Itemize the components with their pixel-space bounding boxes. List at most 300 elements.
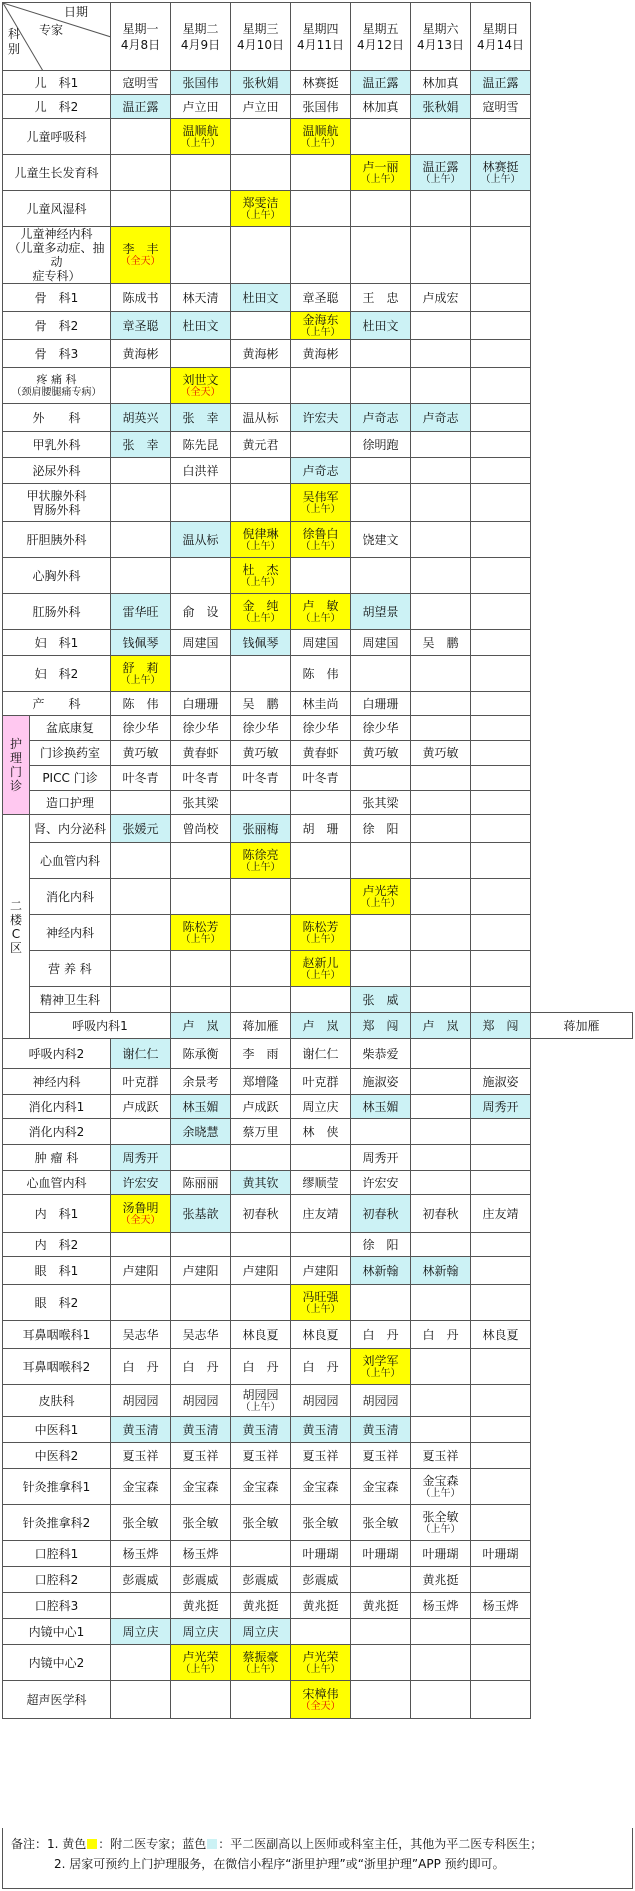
doctor-cell — [351, 1171, 411, 1195]
doctor-name: 黄春虾 — [182, 746, 219, 760]
doctor-name: 谢仁仁 — [122, 1046, 159, 1061]
dept-name-line: 骨 科3 — [34, 346, 79, 361]
doctor-name: 金宝森 — [362, 1479, 399, 1494]
morning-tag: （上午） — [240, 576, 281, 588]
doctor-name: 林新翰 — [362, 1263, 399, 1278]
date-label: 4月10日 — [237, 37, 284, 52]
doctor-name: 杨玉烨 — [482, 1598, 519, 1613]
dept-name-line: 内 科2 — [34, 1237, 79, 1252]
doctor-name: 许宏夫 — [302, 410, 339, 425]
doctor-cell — [231, 791, 291, 815]
doctor-cell — [171, 1145, 231, 1171]
doctor-cell — [231, 1349, 291, 1385]
doctor-name: 张全敏 — [242, 1515, 279, 1530]
doctor-name: 林天清 — [182, 290, 219, 305]
doctor-cell — [471, 71, 531, 95]
doctor-cell — [411, 1013, 471, 1039]
doctor-cell — [231, 1195, 291, 1233]
doctor-cell — [291, 1645, 351, 1681]
doctor-cell — [171, 815, 231, 843]
doctor-name: 吴 鹏 — [422, 635, 459, 650]
doctor-cell — [411, 843, 471, 879]
doctor-cell — [411, 1619, 471, 1645]
doctor-name: 黄巧敏 — [122, 746, 159, 760]
doctor-cell — [231, 522, 291, 558]
doctor-name: 叶克群 — [302, 1074, 339, 1089]
doctor-cell — [471, 815, 531, 843]
dept-name — [3, 340, 111, 368]
doctor-cell — [351, 1285, 411, 1321]
doctor-name: 吴志华 — [182, 1327, 219, 1342]
dept-name-line: 呼吸内科2 — [28, 1046, 85, 1061]
doctor-cell — [291, 1285, 351, 1321]
doctor-cell — [351, 1469, 411, 1505]
doctor-cell — [471, 987, 531, 1013]
doctor-cell — [171, 1681, 231, 1719]
doctor-cell — [411, 1567, 471, 1593]
doctor-cell — [111, 1645, 171, 1681]
doctor-cell — [351, 1195, 411, 1233]
dept-name-line: 门诊换药室 — [39, 746, 100, 760]
group-label-hull: 护 理 门 诊 — [3, 716, 30, 815]
doctor-cell — [471, 1285, 531, 1321]
schedule-row — [3, 741, 633, 766]
header-day-6 — [411, 3, 471, 71]
doctor-cell — [291, 312, 351, 340]
doctor-cell — [411, 1285, 471, 1321]
dept-name — [3, 1349, 111, 1385]
doctor-cell — [411, 340, 471, 368]
doctor-cell — [291, 284, 351, 312]
doctor-cell — [291, 656, 351, 692]
doctor-cell — [231, 1257, 291, 1285]
doctor-name: 卢光荣 — [182, 1649, 219, 1664]
schedule-row — [3, 1095, 633, 1119]
doctor-cell — [231, 119, 291, 155]
doctor-cell — [351, 1095, 411, 1119]
doctor-cell — [411, 432, 471, 458]
dept-name — [3, 1145, 111, 1171]
doctor-cell — [111, 1119, 171, 1145]
schedule-row — [3, 95, 633, 119]
doctor-cell — [351, 1385, 411, 1417]
doctor-cell — [411, 716, 471, 741]
doctor-cell — [231, 432, 291, 458]
dept-name — [30, 987, 111, 1013]
dept-name — [3, 404, 111, 432]
dept-name-line: 儿 科1 — [34, 75, 79, 90]
date-label: 4月12日 — [357, 37, 404, 52]
dept-name-line: 骨 科2 — [34, 318, 79, 333]
doctor-cell — [411, 1321, 471, 1349]
doctor-name: 林新翰 — [422, 1263, 459, 1278]
doctor-name: 吴志华 — [122, 1327, 159, 1342]
doctor-cell — [351, 951, 411, 987]
doctor-cell — [231, 227, 291, 284]
doctor-cell — [291, 1505, 351, 1541]
doctor-cell — [291, 1541, 351, 1567]
doctor-cell — [351, 404, 411, 432]
doctor-cell — [471, 1233, 531, 1257]
doctor-cell — [291, 1233, 351, 1257]
doctor-cell — [291, 843, 351, 879]
doctor-name: 陈先昆 — [182, 437, 219, 452]
doctor-cell — [111, 1443, 171, 1469]
doctor-name: 王 忠 — [362, 290, 399, 305]
doctor-name: 彭震威 — [302, 1572, 339, 1587]
dept-name-line: （儿童多动症、抽动 — [8, 241, 105, 269]
schedule-row — [3, 766, 633, 791]
morning-tag: （上午） — [360, 897, 401, 909]
doctor-name: 张国伟 — [302, 99, 339, 114]
dept-name — [3, 1469, 111, 1505]
doctor-cell — [111, 227, 171, 284]
doctor-cell — [411, 1645, 471, 1681]
doctor-name: 金宝森 — [122, 1479, 159, 1494]
doctor-name: 卢建阳 — [182, 1263, 219, 1278]
schedule-row — [3, 1321, 633, 1349]
doctor-name: 白珊珊 — [362, 696, 399, 711]
dept-name-line: 儿童生长发育科 — [14, 165, 99, 180]
dept-name — [3, 1257, 111, 1285]
morning-tag: （上午） — [300, 540, 341, 552]
doctor-name: 杜田文 — [242, 290, 279, 305]
doctor-cell — [231, 1039, 291, 1069]
doctor-cell — [291, 1195, 351, 1233]
dept-name — [3, 227, 111, 284]
doctor-cell — [471, 484, 531, 522]
doctor-cell — [351, 1541, 411, 1567]
doctor-name: 黄巧敏 — [242, 746, 279, 760]
doctor-cell — [171, 1469, 231, 1505]
doctor-cell — [291, 741, 351, 766]
doctor-name: 黄巧敏 — [422, 746, 459, 760]
doctor-name: 黄兆挺 — [362, 1598, 399, 1613]
weekday-label: 星期二 — [182, 21, 219, 36]
doctor-cell — [411, 630, 471, 656]
doctor-cell — [111, 630, 171, 656]
doctor-cell — [111, 1285, 171, 1321]
dept-name-line: 儿童神经内科 — [20, 227, 93, 241]
dept-name-line: 消化内科2 — [28, 1124, 85, 1139]
doctor-name: 卢奇志 — [422, 410, 459, 425]
dept-name-line: 神经内科 — [32, 1074, 81, 1089]
doctor-name: 黄春虾 — [302, 746, 339, 760]
doctor-cell — [231, 1233, 291, 1257]
doctor-name: 叶珊瑚 — [362, 1546, 399, 1561]
morning-tag: （上午） — [300, 503, 341, 515]
doctor-cell — [411, 1469, 471, 1505]
doctor-cell — [411, 951, 471, 987]
schedule-row — [3, 879, 633, 915]
schedule-row — [3, 340, 633, 368]
doctor-cell — [411, 1593, 471, 1619]
doctor-cell — [291, 119, 351, 155]
doctor-name: 张全敏 — [362, 1515, 399, 1530]
doctor-cell — [171, 1645, 231, 1681]
doctor-cell — [111, 843, 171, 879]
doctor-cell — [231, 915, 291, 951]
doctor-name: 郑增隆 — [242, 1074, 279, 1089]
doctor-name: 初春秋 — [362, 1206, 399, 1221]
doctor-name: 杨玉烨 — [182, 1546, 219, 1561]
doctor-name: 卢立田 — [242, 99, 279, 114]
doctor-cell — [351, 1069, 411, 1095]
doctor-cell — [291, 71, 351, 95]
doctor-cell — [411, 558, 471, 594]
schedule-row — [3, 1171, 633, 1195]
doctor-cell — [111, 284, 171, 312]
date-label: 4月14日 — [477, 37, 524, 52]
dept-name — [3, 95, 111, 119]
dept-name-line: （颈肩腰腿痛专病） — [11, 386, 102, 398]
dept-name-line: 消化内科 — [45, 889, 94, 904]
doctor-cell — [231, 71, 291, 95]
doctor-cell — [231, 1013, 291, 1039]
dept-name-line: 口腔科1 — [34, 1546, 79, 1561]
doctor-cell — [171, 1593, 231, 1619]
dept-name-line: 甲状腺外科 — [26, 488, 87, 503]
doctor-name: 林良夏 — [482, 1327, 519, 1342]
doctor-cell — [291, 1385, 351, 1417]
doctor-name: 雷华旺 — [122, 604, 159, 619]
schedule-row — [3, 1567, 633, 1593]
dept-name — [3, 1619, 111, 1645]
schedule-row — [3, 368, 633, 404]
doctor-cell — [351, 843, 411, 879]
doctor-cell — [471, 1469, 531, 1505]
doctor-cell — [411, 522, 471, 558]
doctor-name: 温正露 — [122, 99, 159, 114]
doctor-cell — [291, 987, 351, 1013]
doctor-cell — [111, 404, 171, 432]
doctor-cell — [171, 1417, 231, 1443]
morning-tag: （上午） — [240, 1663, 281, 1675]
doctor-name: 寇明雪 — [122, 75, 159, 90]
doctor-name: 张 幸 — [122, 437, 159, 452]
doctor-cell — [471, 951, 531, 987]
doctor-cell — [231, 741, 291, 766]
dept-name — [3, 155, 111, 191]
dept-name — [3, 1321, 111, 1349]
schedule-row — [3, 191, 633, 227]
doctor-name: 赵新儿 — [302, 955, 339, 970]
doctor-cell — [411, 1681, 471, 1719]
schedule-row — [3, 522, 633, 558]
schedule-row — [3, 1039, 633, 1069]
doctor-cell — [411, 1349, 471, 1385]
doctor-cell — [111, 1257, 171, 1285]
doctor-name: 吴 鹏 — [242, 696, 279, 711]
doctor-name: 周立庆 — [302, 1099, 339, 1114]
doctor-cell — [171, 1321, 231, 1349]
notes-line-2: 2. 居家可预约上门护理服务，在微信小程序“浙里护理”或“浙里护理”APP 预约即可。 — [54, 1857, 505, 1871]
doctor-cell — [171, 1285, 231, 1321]
schedule-row — [3, 1069, 633, 1095]
header-day-4 — [291, 3, 351, 71]
doctor-cell — [171, 1171, 231, 1195]
dept-name — [3, 1385, 111, 1417]
dept-name-line: 神经内科 — [45, 925, 94, 940]
dept-name — [3, 284, 111, 312]
dept-name-line: 泌尿外科 — [32, 463, 81, 478]
doctor-cell — [471, 1069, 531, 1095]
doctor-name: 胡园园 — [302, 1393, 339, 1408]
schedule-row — [3, 1593, 633, 1619]
doctor-name: 钱佩琴 — [122, 635, 159, 650]
doctor-cell — [111, 951, 171, 987]
doctor-cell — [411, 791, 471, 815]
doctor-cell — [351, 1417, 411, 1443]
doctor-cell — [231, 312, 291, 340]
doctor-name: 徐少华 — [182, 721, 219, 735]
doctor-name: 张媛元 — [122, 821, 159, 836]
doctor-name: 周立庆 — [182, 1624, 219, 1639]
doctor-name: 黄玉清 — [302, 1422, 339, 1437]
dept-name-line: 胃肠外科 — [32, 502, 81, 517]
doctor-cell — [111, 1541, 171, 1567]
doctor-cell — [111, 1567, 171, 1593]
dept-name — [3, 1069, 111, 1095]
schedule-row — [3, 987, 633, 1013]
doctor-cell — [351, 312, 411, 340]
dept-name — [3, 1285, 111, 1321]
morning-tag: （上午） — [420, 173, 461, 185]
doctor-name: 温从标 — [182, 532, 219, 547]
doctor-cell — [411, 1417, 471, 1443]
doctor-cell — [471, 1417, 531, 1443]
dept-name-line: 针灸推拿科1 — [22, 1479, 91, 1494]
doctor-name: 庄友靖 — [482, 1206, 519, 1221]
morning-tag: （上午） — [180, 933, 221, 945]
doctor-cell — [171, 1013, 231, 1039]
doctor-cell — [231, 1469, 291, 1505]
doctor-cell — [111, 716, 171, 741]
doctor-cell — [351, 1349, 411, 1385]
dept-name-line: 内 科1 — [34, 1206, 79, 1221]
doctor-name: 胡英兴 — [122, 410, 159, 425]
schedule-row — [3, 1541, 633, 1567]
doctor-name: 卢成宏 — [422, 290, 459, 305]
doctor-name: 徐少华 — [122, 721, 159, 735]
doctor-name: 林加真 — [422, 75, 459, 90]
morning-tag: （上午） — [480, 173, 521, 185]
doctor-cell — [471, 1385, 531, 1417]
weekday-label: 星期四 — [302, 21, 339, 36]
doctor-cell — [171, 1505, 231, 1541]
doctor-cell — [291, 1119, 351, 1145]
dept-name-line: 内镜中心1 — [28, 1624, 85, 1639]
dept-name — [3, 368, 111, 404]
doctor-name: 夏玉祥 — [242, 1448, 279, 1463]
doctor-cell — [351, 791, 411, 815]
doctor-cell — [291, 340, 351, 368]
doctor-cell — [411, 656, 471, 692]
doctor-name: 胡园园 — [122, 1393, 159, 1408]
doctor-name: 卢成跃 — [122, 1099, 159, 1114]
doctor-cell — [471, 1119, 531, 1145]
notes-text: ：附二医专家；蓝色 — [98, 1837, 207, 1851]
date-label: 4月13日 — [417, 37, 464, 52]
doctor-cell — [231, 1069, 291, 1095]
header-row — [3, 3, 633, 71]
dept-name — [3, 1593, 111, 1619]
doctor-cell — [111, 432, 171, 458]
dept-name — [3, 558, 111, 594]
doctor-cell — [111, 987, 171, 1013]
doctor-cell — [291, 1417, 351, 1443]
dept-name — [3, 1095, 111, 1119]
doctor-cell — [291, 1443, 351, 1469]
dept-name-line: 儿童风湿科 — [26, 201, 87, 216]
doctor-cell — [111, 1505, 171, 1541]
doctor-cell — [471, 656, 531, 692]
doctor-cell — [291, 815, 351, 843]
dept-name-line: 儿童呼吸科 — [26, 129, 87, 144]
doctor-cell — [471, 1541, 531, 1567]
doctor-cell — [351, 1257, 411, 1285]
dept-name — [3, 119, 111, 155]
doctor-name: 张秋娟 — [242, 75, 279, 90]
doctor-name: 卢建阳 — [122, 1263, 159, 1278]
doctor-cell — [231, 404, 291, 432]
doctor-name: 胡望景 — [362, 604, 399, 619]
doctor-cell — [351, 558, 411, 594]
dept-name-line: 营 养 科 — [48, 961, 92, 976]
doctor-cell — [471, 594, 531, 630]
doctor-cell — [231, 594, 291, 630]
schedule-row — [3, 312, 633, 340]
doctor-cell — [231, 1385, 291, 1417]
doctor-cell — [231, 340, 291, 368]
doctor-cell — [351, 594, 411, 630]
doctor-cell — [171, 692, 231, 716]
doctor-cell — [111, 1171, 171, 1195]
doctor-name: 蒋加雁 — [563, 1018, 600, 1033]
doctor-name: 杜田文 — [362, 318, 399, 333]
doctor-name: 夏玉祥 — [362, 1448, 399, 1463]
doctor-name: 温顺航 — [182, 123, 219, 138]
dept-name-line: 耳鼻咽喉科1 — [22, 1327, 91, 1342]
doctor-name: 陈成书 — [122, 290, 159, 305]
morning-tag: （上午） — [240, 612, 281, 624]
doctor-cell — [291, 766, 351, 791]
doctor-cell — [351, 766, 411, 791]
dept-name — [3, 594, 111, 630]
doctor-cell — [111, 155, 171, 191]
doctor-cell — [111, 915, 171, 951]
doctor-cell — [291, 155, 351, 191]
doctor-name: 卢 岚 — [422, 1018, 459, 1033]
doctor-cell — [171, 155, 231, 191]
morning-tag: （上午） — [420, 1487, 461, 1499]
doctor-name: 俞 设 — [182, 604, 219, 619]
doctor-cell — [471, 1349, 531, 1385]
dept-name — [3, 312, 111, 340]
doctor-name: 卢奇志 — [362, 410, 399, 425]
doctor-cell — [411, 119, 471, 155]
doctor-name: 余晓慧 — [182, 1124, 219, 1139]
dept-name-line: 造口护理 — [45, 795, 94, 810]
doctor-cell — [231, 951, 291, 987]
doctor-name: 饶建文 — [362, 532, 399, 547]
doctor-cell — [111, 368, 171, 404]
doctor-cell — [291, 1567, 351, 1593]
dept-name — [3, 1567, 111, 1593]
doctor-cell — [111, 191, 171, 227]
doctor-name: 夏玉祥 — [422, 1448, 459, 1463]
doctor-name: 林良夏 — [302, 1327, 339, 1342]
